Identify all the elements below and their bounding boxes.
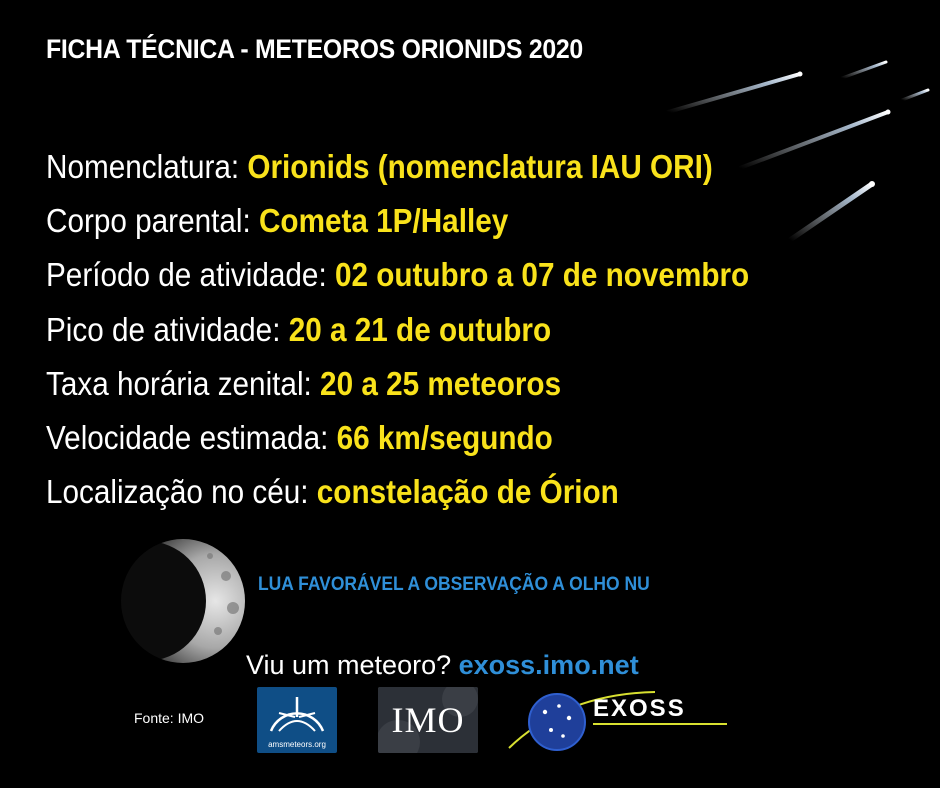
meteor-streak	[902, 90, 928, 100]
moon-visibility-note: LUA FAVORÁVEL A OBSERVAÇÃO A OLHO NU	[258, 574, 650, 595]
fact-value: 66 km/segundo	[336, 418, 553, 456]
fact-list	[46, 140, 827, 519]
exoss-logo-text: EXOSS	[593, 695, 686, 722]
fact-label: Pico de atividade:	[46, 310, 289, 348]
ams-emblem-icon	[257, 687, 337, 737]
fact-activity-peak	[46, 303, 749, 357]
source-credit: Fonte: IMO	[134, 710, 205, 726]
fact-value: Cometa 1P/Halley	[258, 202, 509, 240]
fact-value: 20 a 25 meteoros	[320, 364, 562, 402]
fact-label: Velocidade estimada:	[46, 418, 337, 456]
ams-logo-text: amsmeteors.org	[268, 740, 326, 749]
crescent-moon-icon	[118, 536, 248, 666]
fact-value: 20 a 21 de outubro	[288, 310, 552, 348]
report-meteor-cta	[246, 650, 639, 681]
ams-logo	[257, 687, 337, 753]
fact-activity-period	[46, 248, 749, 302]
fact-value: constelação de Órion	[316, 473, 619, 511]
fact-parent-body	[46, 194, 749, 248]
imo-logo-text: IMO	[391, 700, 465, 740]
meteor-streak	[842, 62, 886, 78]
fact-label: Taxa horária zenital:	[46, 364, 321, 402]
fact-sky-location	[46, 465, 749, 519]
cta-text: Viu um meteoro?	[246, 650, 459, 680]
fact-velocity	[46, 411, 749, 465]
fact-label: Corpo parental:	[46, 202, 259, 240]
exoss-logo	[505, 684, 735, 754]
imo-logo	[378, 687, 478, 753]
meteor-streak	[668, 74, 800, 112]
page-title: FICHA TÉCNICA - METEOROS ORIONIDS 2020	[46, 34, 583, 64]
fact-value: Orionids (nomenclatura IAU ORI)	[247, 148, 713, 185]
fact-label: Nomenclatura:	[46, 148, 248, 185]
fact-zenithal-rate	[46, 357, 749, 411]
fact-nomenclature	[46, 140, 749, 194]
fact-label: Período de atividade:	[46, 256, 335, 294]
exoss-site-link[interactable]: exoss.imo.net	[458, 650, 639, 680]
fact-label: Localização no céu:	[46, 473, 317, 511]
fact-value: 02 outubro a 07 de novembro	[334, 256, 750, 294]
